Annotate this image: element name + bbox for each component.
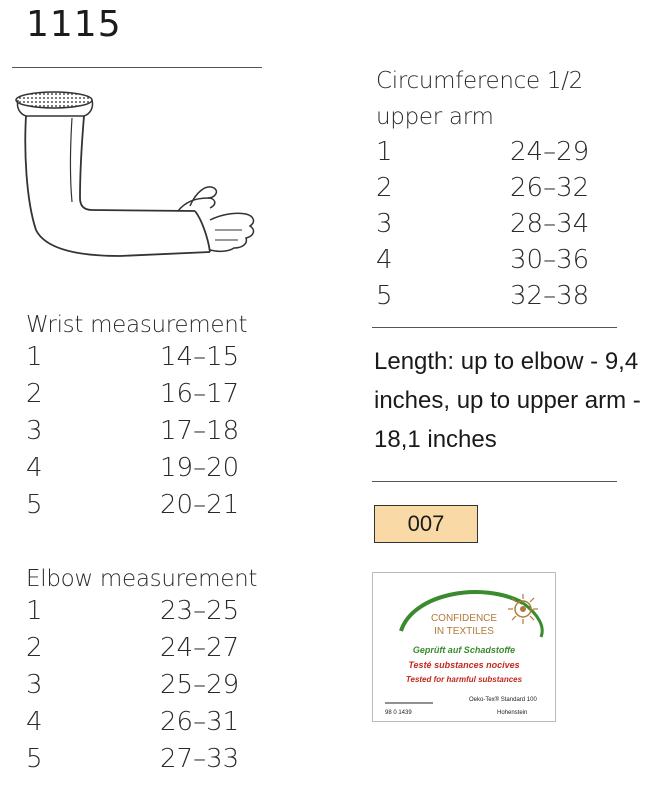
cert-line2: IN TEXTILES xyxy=(434,626,494,637)
cert-line4: Testé substances nocives xyxy=(408,660,520,670)
divider xyxy=(372,327,617,328)
measurement-range: 14–15 xyxy=(160,342,240,372)
elbow-row xyxy=(26,744,286,780)
size-label: 3 xyxy=(26,416,43,446)
divider xyxy=(12,67,262,68)
circumference-row xyxy=(376,245,636,281)
cert-institute: Hohenstein xyxy=(497,710,528,716)
product-code: 1115 xyxy=(26,4,122,45)
circumference-row xyxy=(376,137,636,173)
wrist-row xyxy=(26,342,286,378)
measurement-range: 17–18 xyxy=(160,416,240,446)
circumference-row xyxy=(376,281,636,317)
arm-sleeve-illustration xyxy=(10,80,260,270)
size-label: 4 xyxy=(376,245,393,275)
elbow-row xyxy=(26,670,286,706)
size-label: 3 xyxy=(376,209,393,239)
cert-line1: CONFIDENCE xyxy=(430,613,498,624)
cert-number: 98 0 1439 xyxy=(385,710,412,716)
measurement-range: 28–34 xyxy=(510,209,590,239)
measurement-range: 30–36 xyxy=(510,245,590,275)
elbow-title: Elbow measurement xyxy=(26,566,258,592)
size-label: 1 xyxy=(376,137,393,167)
oeko-tex-certificate xyxy=(372,572,556,722)
size-label: 4 xyxy=(26,707,43,737)
size-label: 2 xyxy=(26,633,43,663)
measurement-range: 26–32 xyxy=(510,173,590,203)
measurement-range: 20–21 xyxy=(160,490,240,520)
size-label: 3 xyxy=(26,670,43,700)
size-label: 1 xyxy=(26,342,43,372)
wrist-row xyxy=(26,453,286,489)
size-label: 2 xyxy=(376,173,393,203)
wrist-row xyxy=(26,490,286,526)
measurement-range: 25–29 xyxy=(160,670,240,700)
circumference-row xyxy=(376,209,636,245)
elbow-row xyxy=(26,633,286,669)
circumference-subtitle: upper arm xyxy=(376,104,494,130)
color-code-box: 007 xyxy=(374,505,478,543)
wrist-title: Wrist measurement xyxy=(26,312,248,338)
circumference-title: Circumference 1/2 xyxy=(376,68,583,94)
length-note: Length: up to elbow - 9,4 inches, up to upper arm - 18,1 inches xyxy=(374,348,641,453)
size-label: 5 xyxy=(26,744,43,774)
measurement-range: 23–25 xyxy=(160,596,240,626)
cert-line5: Tested for harmful substances xyxy=(405,675,523,684)
measurement-range: 24–29 xyxy=(510,137,590,167)
elbow-row xyxy=(26,707,286,743)
wrist-row xyxy=(26,379,286,415)
wrist-row xyxy=(26,416,286,452)
elbow-row xyxy=(26,596,286,632)
size-label: 5 xyxy=(26,490,43,520)
measurement-range: 24–27 xyxy=(160,633,240,663)
divider xyxy=(372,481,617,482)
size-label: 4 xyxy=(26,453,43,483)
size-label: 1 xyxy=(26,596,43,626)
size-label: 5 xyxy=(376,281,393,311)
measurement-range: 32–38 xyxy=(510,281,590,311)
measurement-range: 16–17 xyxy=(160,379,240,409)
circumference-row xyxy=(376,173,636,209)
size-label: 2 xyxy=(26,379,43,409)
cert-line3: Geprüft auf Schadstoffe xyxy=(412,645,516,655)
cert-standard: Oeko-Tex® Standard 100 xyxy=(469,697,537,703)
measurement-range: 19–20 xyxy=(160,453,240,483)
measurement-range: 27–33 xyxy=(160,744,240,774)
measurement-range: 26–31 xyxy=(160,707,240,737)
